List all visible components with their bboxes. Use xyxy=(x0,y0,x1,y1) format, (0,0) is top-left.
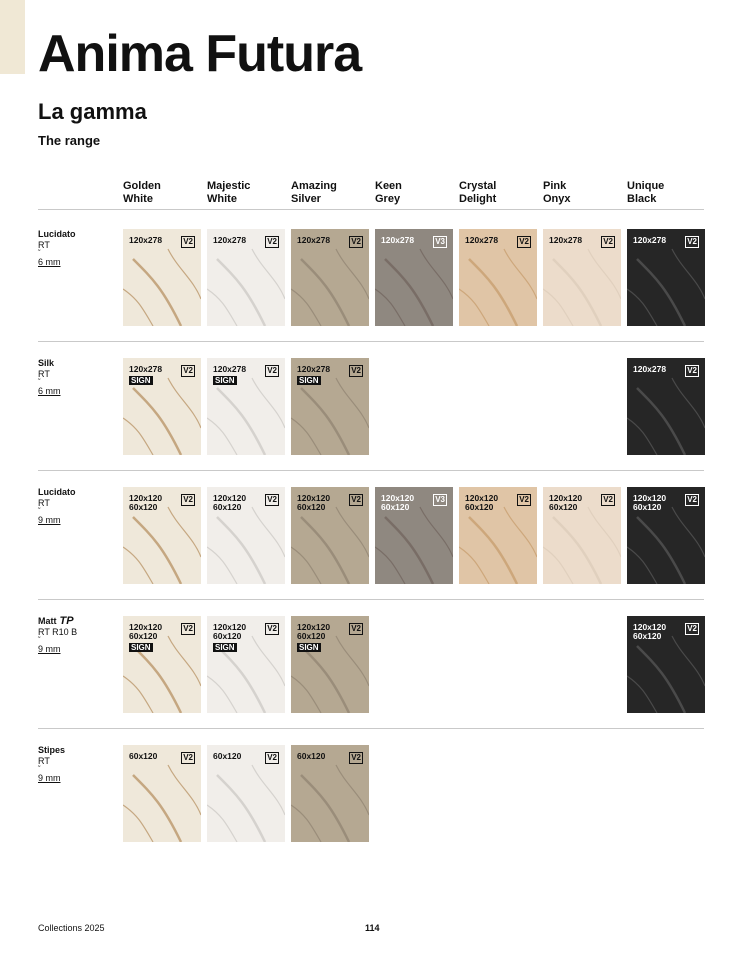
tile-size: 60x120 xyxy=(297,631,326,641)
tile-size: 120x120 xyxy=(213,622,247,632)
tile-size: 60x120 xyxy=(129,751,158,761)
marble-vein xyxy=(217,259,265,326)
marble-vein xyxy=(217,517,265,584)
marble-vein xyxy=(459,289,489,326)
marble-vein xyxy=(504,249,537,299)
column-header-line: Unique xyxy=(627,180,665,192)
variation-badge: V2 xyxy=(183,753,193,762)
finish-spec: RT R10 B xyxy=(38,627,78,637)
tile-size: 120x120 xyxy=(381,493,415,503)
marble-vein xyxy=(375,547,405,584)
marble-vein xyxy=(553,259,601,326)
column-header-line: Amazing xyxy=(291,180,337,192)
tile-size: 120x278 xyxy=(633,364,667,374)
marble-vein xyxy=(301,775,349,842)
thickness: 6 mm xyxy=(38,386,61,396)
spacer-mark: ˜ xyxy=(38,508,41,515)
column-header-line: Onyx xyxy=(543,193,571,205)
marble-vein xyxy=(207,805,237,842)
tile-sizes xyxy=(129,365,162,374)
marble-vein xyxy=(469,259,517,326)
marble-vein xyxy=(336,507,369,557)
row-divider xyxy=(38,599,704,600)
tile-swatch-majestic-white xyxy=(207,229,285,326)
tile-size: 120x120 xyxy=(549,493,583,503)
tile-size: 120x278 xyxy=(381,235,415,245)
tp-logo: TP xyxy=(59,615,74,627)
column-header-line: Silver xyxy=(291,193,321,205)
thickness: 9 mm xyxy=(38,773,61,783)
tile-sizes xyxy=(129,494,162,512)
marble-vein xyxy=(672,378,705,428)
column-header xyxy=(627,180,664,206)
finish-name-text: Stipes xyxy=(38,745,66,755)
marble-vein xyxy=(217,388,265,455)
column-header-line: Black xyxy=(627,193,657,205)
marble-vein xyxy=(336,249,369,299)
row-label xyxy=(38,745,65,784)
marble-vein xyxy=(627,547,657,584)
variation-badge: V2 xyxy=(267,624,277,633)
row-label xyxy=(38,358,61,397)
marble-vein xyxy=(252,636,285,686)
tile-size: 120x278 xyxy=(129,235,163,245)
tile-sizes xyxy=(213,236,246,245)
marble-vein xyxy=(168,636,201,686)
section-title: La gamma xyxy=(38,99,147,124)
marble-vein xyxy=(301,259,349,326)
marble-vein xyxy=(543,547,573,584)
marble-vein xyxy=(133,259,181,326)
marble-vein xyxy=(133,646,181,713)
tile-swatch-pink-onyx xyxy=(543,229,621,326)
marble-vein xyxy=(301,517,349,584)
row-label xyxy=(38,487,76,526)
marble-vein xyxy=(672,249,705,299)
marble-vein xyxy=(252,378,285,428)
variation-badge: V2 xyxy=(351,624,361,633)
variation-badge: V2 xyxy=(687,624,697,633)
marble-vein xyxy=(207,418,237,455)
row-divider xyxy=(38,341,704,342)
tile-size: 60x120 xyxy=(297,751,326,761)
tile-size: 120x120 xyxy=(213,493,247,503)
tile-swatch-amazing-silver xyxy=(291,229,369,326)
tile-sizes xyxy=(213,752,241,761)
tile-sizes xyxy=(129,623,162,641)
tile-size: 120x120 xyxy=(297,622,331,632)
marble-vein xyxy=(252,507,285,557)
marble-vein xyxy=(123,805,153,842)
tile-swatch-golden-white xyxy=(123,229,201,326)
tile-swatch-keen-grey xyxy=(375,229,453,326)
row-label xyxy=(38,616,77,655)
marble-vein xyxy=(168,765,201,815)
spacer-mark: ˜ xyxy=(38,250,41,257)
marble-vein xyxy=(637,517,685,584)
corner-tab xyxy=(0,0,25,74)
thickness: 6 mm xyxy=(38,257,61,267)
variation-badge: V2 xyxy=(519,237,529,246)
marble-vein xyxy=(133,775,181,842)
tile-swatch-crystal-delight xyxy=(459,487,537,584)
row-divider xyxy=(38,209,704,210)
marble-vein xyxy=(375,289,405,326)
thickness: 9 mm xyxy=(38,515,61,525)
column-header-line: Golden xyxy=(123,180,161,192)
column-header xyxy=(459,180,496,206)
tile-sizes xyxy=(381,236,414,245)
tile-size: 120x278 xyxy=(465,235,499,245)
tile-sizes xyxy=(381,494,414,512)
variation-badge: V2 xyxy=(351,237,361,246)
marble-vein xyxy=(123,547,153,584)
finish-name-text: Lucidato xyxy=(38,487,76,497)
marble-vein xyxy=(291,676,321,713)
column-header-line: Grey xyxy=(375,193,401,205)
spacer-mark: ˜ xyxy=(38,637,41,644)
column-header xyxy=(123,180,161,206)
marble-vein xyxy=(291,418,321,455)
tile-sizes xyxy=(297,752,325,761)
marble-vein xyxy=(207,289,237,326)
tile-size: 120x278 xyxy=(129,364,163,374)
sign-label: SIGN xyxy=(131,376,151,385)
tile-sizes xyxy=(297,236,330,245)
marble-vein xyxy=(168,507,201,557)
variation-badge: V3 xyxy=(435,495,445,504)
variation-badge: V2 xyxy=(603,495,613,504)
spacer-mark: ˜ xyxy=(38,379,41,386)
tile-size: 60x120 xyxy=(633,631,662,641)
tile-swatch-pink-onyx xyxy=(543,487,621,584)
finish-name-text: Silk xyxy=(38,358,55,368)
variation-badge: V2 xyxy=(687,366,697,375)
tile-size: 120x120 xyxy=(129,622,163,632)
variation-badge: V2 xyxy=(687,495,697,504)
tile-swatch-amazing-silver xyxy=(291,616,369,713)
marble-vein xyxy=(672,507,705,557)
marble-vein xyxy=(469,517,517,584)
tile-swatch-amazing-silver xyxy=(291,358,369,455)
variation-badge: V2 xyxy=(183,495,193,504)
spacer-mark: ˜ xyxy=(38,766,41,773)
column-header xyxy=(375,180,402,206)
marble-vein xyxy=(168,249,201,299)
tile-swatch-unique-black xyxy=(627,358,705,455)
tile-sizes xyxy=(213,494,246,512)
sign-label: SIGN xyxy=(299,376,319,385)
finish-name xyxy=(38,487,76,498)
marble-vein xyxy=(291,805,321,842)
sign-label: SIGN xyxy=(215,643,235,652)
tile-swatch-unique-black xyxy=(627,229,705,326)
tile-sizes xyxy=(297,623,330,641)
variation-badge: V2 xyxy=(183,237,193,246)
marble-vein xyxy=(672,636,705,686)
marble-vein xyxy=(291,289,321,326)
column-header-line: White xyxy=(123,193,153,205)
column-header-line: Pink xyxy=(543,180,567,192)
row-label xyxy=(38,229,76,268)
tile-size: 60x120 xyxy=(381,502,410,512)
marble-vein xyxy=(336,765,369,815)
marble-vein xyxy=(301,646,349,713)
variation-badge: V2 xyxy=(351,495,361,504)
finish-name xyxy=(38,616,77,627)
marble-vein xyxy=(123,418,153,455)
column-header xyxy=(543,180,571,206)
marble-vein xyxy=(385,517,433,584)
tile-sizes xyxy=(213,623,246,641)
marble-vein xyxy=(123,289,153,326)
column-header xyxy=(291,180,337,206)
marble-vein xyxy=(301,388,349,455)
marble-vein xyxy=(553,517,601,584)
variation-badge: V2 xyxy=(519,495,529,504)
tile-sizes xyxy=(633,365,666,374)
tile-size: 120x120 xyxy=(633,493,667,503)
variation-badge: V2 xyxy=(267,495,277,504)
tile-sizes xyxy=(297,494,330,512)
column-header-line: Majestic xyxy=(207,180,251,192)
tile-swatch-golden-white xyxy=(123,745,201,842)
marble-vein xyxy=(217,646,265,713)
tile-sizes xyxy=(549,236,582,245)
sign-label: SIGN xyxy=(131,643,151,652)
tile-sizes xyxy=(129,752,157,761)
tile-swatch-majestic-white xyxy=(207,616,285,713)
marble-vein xyxy=(459,547,489,584)
tile-sizes xyxy=(465,236,498,245)
finish-name xyxy=(38,745,65,756)
marble-vein xyxy=(627,676,657,713)
tile-size: 120x278 xyxy=(549,235,583,245)
finish-name-text: Matt xyxy=(38,616,57,626)
marble-vein xyxy=(504,507,537,557)
variation-badge: V2 xyxy=(351,366,361,375)
marble-vein xyxy=(637,259,685,326)
tile-sizes xyxy=(633,494,666,512)
tile-sizes xyxy=(465,494,498,512)
tile-size: 120x278 xyxy=(633,235,667,245)
marble-vein xyxy=(420,249,453,299)
section-subtitle: The range xyxy=(38,133,101,148)
sign-label: SIGN xyxy=(299,643,319,652)
column-header-line: Keen xyxy=(375,180,402,192)
tile-swatch-golden-white xyxy=(123,487,201,584)
tile-swatch-unique-black xyxy=(627,487,705,584)
tile-size: 60x120 xyxy=(633,502,662,512)
finish-name xyxy=(38,358,61,369)
tile-sizes xyxy=(549,494,582,512)
finish-spec: RT xyxy=(38,498,50,508)
marble-vein xyxy=(252,249,285,299)
variation-badge: V2 xyxy=(183,366,193,375)
tile-size: 60x120 xyxy=(213,751,242,761)
tile-swatch-unique-black xyxy=(627,616,705,713)
tile-size: 60x120 xyxy=(549,502,578,512)
tile-size: 60x120 xyxy=(465,502,494,512)
marble-vein xyxy=(637,646,685,713)
finish-spec: RT xyxy=(38,369,50,379)
sign-label: SIGN xyxy=(215,376,235,385)
variation-badge: V3 xyxy=(435,237,445,246)
tile-size: 120x120 xyxy=(633,622,667,632)
marble-vein xyxy=(543,289,573,326)
finish-name-text: Lucidato xyxy=(38,229,76,239)
tile-swatch-golden-white xyxy=(123,616,201,713)
column-header xyxy=(207,180,250,206)
tile-sizes xyxy=(633,623,666,641)
marble-vein xyxy=(385,259,433,326)
tile-swatch-golden-white xyxy=(123,358,201,455)
tile-sizes xyxy=(213,365,246,374)
marble-vein xyxy=(291,547,321,584)
marble-vein xyxy=(336,636,369,686)
finish-spec: RT xyxy=(38,240,50,250)
tile-swatch-keen-grey xyxy=(375,487,453,584)
marble-vein xyxy=(252,765,285,815)
marble-vein xyxy=(168,378,201,428)
marble-vein xyxy=(123,676,153,713)
tile-swatch-amazing-silver xyxy=(291,745,369,842)
variation-badge: V2 xyxy=(351,753,361,762)
tile-swatch-crystal-delight xyxy=(459,229,537,326)
tile-size: 60x120 xyxy=(213,631,242,641)
marble-vein xyxy=(420,507,453,557)
finish-spec: RT xyxy=(38,756,50,766)
variation-badge: V2 xyxy=(267,237,277,246)
tile-size: 60x120 xyxy=(297,502,326,512)
column-header-line: Crystal xyxy=(459,180,497,192)
marble-vein xyxy=(637,388,685,455)
marble-vein xyxy=(207,676,237,713)
tile-size: 60x120 xyxy=(213,502,242,512)
marble-vein xyxy=(627,289,657,326)
finish-name xyxy=(38,229,76,240)
tile-size: 120x278 xyxy=(213,235,247,245)
column-header-line: Delight xyxy=(459,193,497,205)
page-title: Anima Futura xyxy=(38,25,362,83)
footer-collection: Collections 2025 xyxy=(38,923,105,933)
tile-size: 60x120 xyxy=(129,631,158,641)
marble-vein xyxy=(133,388,181,455)
tile-sizes xyxy=(129,236,162,245)
tile-size: 120x120 xyxy=(297,493,331,503)
tile-swatch-amazing-silver xyxy=(291,487,369,584)
tile-size: 120x120 xyxy=(465,493,499,503)
marble-vein xyxy=(133,517,181,584)
column-header-line: White xyxy=(207,193,237,205)
marble-vein xyxy=(627,418,657,455)
tile-swatch-majestic-white xyxy=(207,358,285,455)
tile-size: 60x120 xyxy=(129,502,158,512)
variation-badge: V2 xyxy=(267,753,277,762)
tile-sizes xyxy=(633,236,666,245)
thickness: 9 mm xyxy=(38,644,61,654)
tile-size: 120x278 xyxy=(297,235,331,245)
tile-sizes xyxy=(297,365,330,374)
row-divider xyxy=(38,470,704,471)
marble-vein xyxy=(336,378,369,428)
marble-vein xyxy=(207,547,237,584)
tile-swatch-majestic-white xyxy=(207,745,285,842)
marble-vein xyxy=(588,507,621,557)
tile-size: 120x278 xyxy=(213,364,247,374)
variation-badge: V2 xyxy=(267,366,277,375)
tile-swatch-majestic-white xyxy=(207,487,285,584)
tile-size: 120x278 xyxy=(297,364,331,374)
variation-badge: V2 xyxy=(687,237,697,246)
page-number: 114 xyxy=(365,923,380,933)
row-divider xyxy=(38,728,704,729)
marble-vein xyxy=(588,249,621,299)
marble-vein xyxy=(217,775,265,842)
variation-badge: V2 xyxy=(603,237,613,246)
variation-badge: V2 xyxy=(183,624,193,633)
tile-size: 120x120 xyxy=(129,493,163,503)
